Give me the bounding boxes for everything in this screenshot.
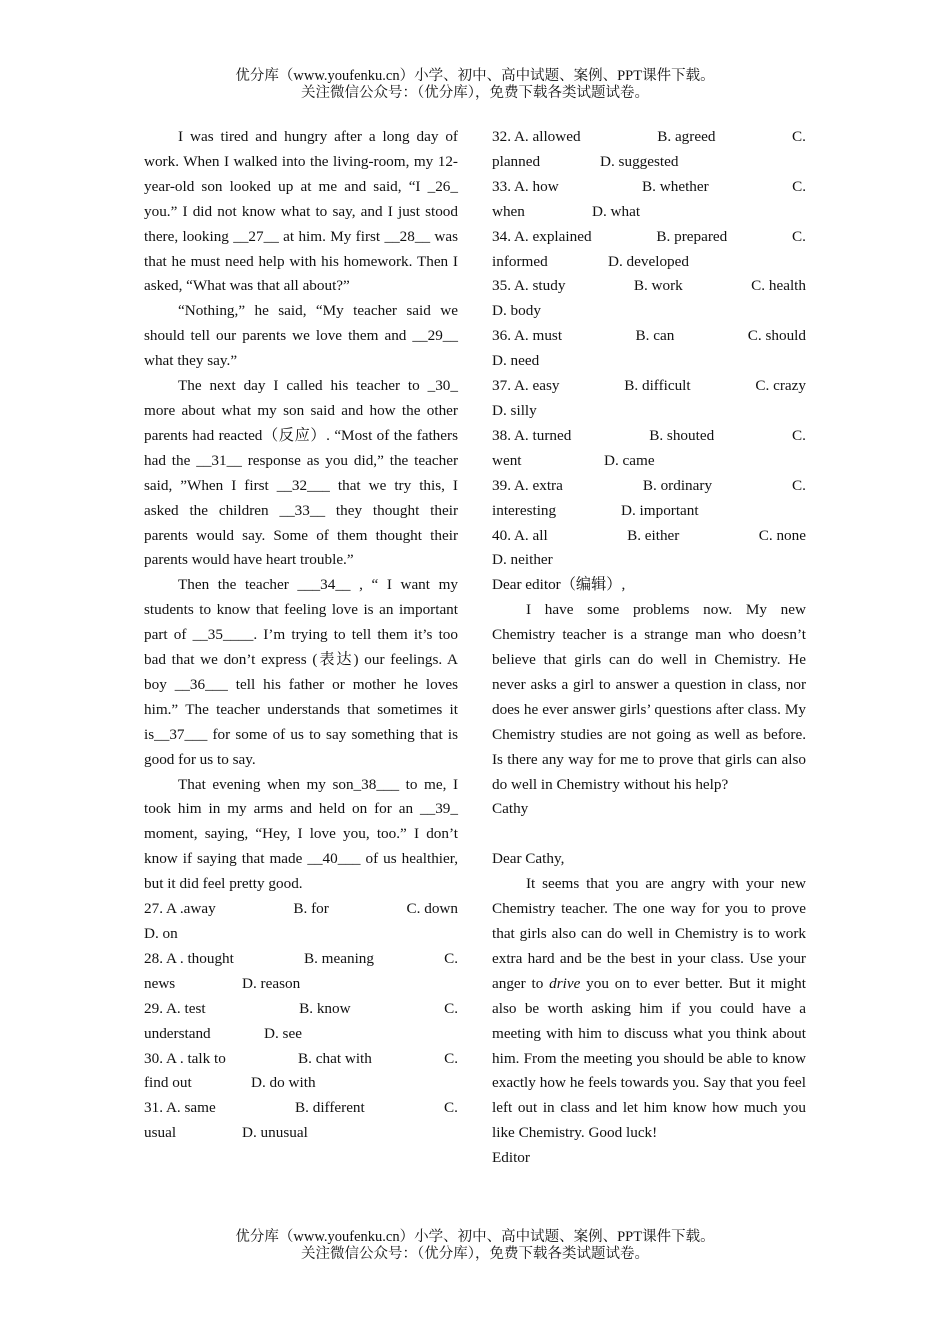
question-38-options bbox=[492, 424, 806, 474]
option-39-c: C. bbox=[792, 476, 806, 494]
question-35-options bbox=[492, 274, 806, 324]
option-32-b: B. agreed bbox=[657, 128, 716, 145]
footer-line-2: 关注微信公众号：（优分库），免费下载各类试题试卷。 bbox=[301, 1246, 649, 1262]
option-32-a: 32. A. allowed bbox=[492, 128, 581, 145]
option-28-c-text: news bbox=[144, 974, 176, 992]
option-29-c: C. bbox=[444, 999, 458, 1017]
option-38-c-text: went bbox=[492, 451, 522, 469]
option-28-c: C. bbox=[444, 949, 458, 967]
option-29-c-text: understand bbox=[144, 1024, 211, 1042]
passage-paragraph-1: I was tired and hungry after a long day of work. When I walked into the living-room, my 12-year-old son looked up at me and said, “I _26_ you.” I did not know what to say, and I just stood there, looking __27__ at him. My first __28__ was that he must need help with his homework. Then I asked, “What was that all about?” bbox=[144, 128, 458, 295]
option-31-d: D. unusual bbox=[242, 1124, 308, 1142]
header-line-2: 关注微信公众号：（优分库），免费下载各类试题试卷。 bbox=[301, 85, 649, 101]
reply-signature: Editor bbox=[492, 1149, 530, 1167]
reply-body bbox=[492, 872, 806, 1146]
header-line-1: 优分库（www.youfenku.cn）小学、初中、高中试题、案例、PPT课件下载。 bbox=[235, 68, 715, 84]
option-32-d: D. suggested bbox=[600, 152, 679, 170]
option-36-a: 36. A. must bbox=[492, 327, 563, 345]
question-27-options bbox=[144, 897, 458, 947]
option-30-c: C. bbox=[444, 1049, 458, 1067]
option-30-d: D. do with bbox=[251, 1074, 316, 1092]
option-32-c: C. bbox=[792, 128, 806, 145]
passage-paragraph-3: The next day I called his teacher to _30_ more about what my son said and how the other parents had reacted（反应）. “Most of the fathers had the __31__ response as you did,” the teacher said, ”When I first __32___ that we try this, I asked the children __33__ they thought their parents would say. Some of them thought their parents would have heart trouble.” bbox=[144, 377, 458, 569]
option-37-d: D. silly bbox=[492, 401, 537, 419]
option-31-c-text: usual bbox=[144, 1124, 177, 1142]
option-28-b: B. meaning bbox=[303, 949, 374, 967]
option-33-c-text: when bbox=[492, 202, 525, 220]
option-31-b: B. different bbox=[295, 1099, 365, 1117]
letter-signature: Cathy bbox=[492, 800, 529, 818]
option-40-d: D. neither bbox=[492, 551, 553, 569]
option-29-a: 29. A. test bbox=[144, 999, 206, 1017]
question-36-options bbox=[492, 324, 806, 374]
question-34-options bbox=[492, 225, 806, 275]
option-34-d: D. developed bbox=[608, 252, 689, 270]
option-40-c: C. none bbox=[758, 526, 806, 544]
option-35-a: 35. A. study bbox=[492, 277, 566, 295]
option-40-a: 40. A. all bbox=[492, 526, 548, 544]
blank-line bbox=[492, 822, 806, 847]
page-header bbox=[0, 68, 950, 102]
option-38-d: D. came bbox=[604, 451, 655, 469]
question-28-options bbox=[144, 947, 458, 997]
option-37-c: C. crazy bbox=[755, 377, 806, 395]
option-27-c: C. down bbox=[406, 900, 458, 918]
question-31-options bbox=[144, 1096, 458, 1146]
option-35-b: B. work bbox=[633, 277, 683, 295]
option-38-a: 38. A. turned bbox=[492, 426, 572, 444]
question-39-options bbox=[492, 474, 806, 524]
option-33-d: D. what bbox=[592, 202, 641, 220]
option-34-a: 34. A. explained bbox=[492, 227, 592, 245]
question-32-options bbox=[492, 125, 806, 175]
option-33-a: 33. A. how bbox=[492, 177, 559, 195]
letter-salutation: Dear editor（编辑）, bbox=[492, 576, 626, 594]
option-36-b: B. can bbox=[635, 327, 675, 345]
option-30-b: B. chat with bbox=[298, 1049, 372, 1067]
letter-body: I have some problems now. My new Chemistry teacher is a strange man who doesn’t believe that girls can do well in Chemistry. He never asks a girl to answer a question in class, nor does he ever answer girls’ questions after class. My Chemistry studies are not going as well as before. Is there any way for me to prove that girls can also do well in Chemistry without his help? bbox=[492, 601, 806, 793]
passage-paragraph-4: Then the teacher ___34__ , “ I want my students to know that feeling love is an important part of __35____. I’m trying to tell them it’s too bad that we don’t express (表达) our feelings. A boy __36___ tell his father or mother he loves him.” The teacher understands that sometimes it is__37___ for some of us to say something that is good for us to say. bbox=[144, 576, 458, 768]
option-39-c-text: interesting bbox=[492, 501, 557, 519]
option-38-b: B. shouted bbox=[649, 426, 715, 444]
option-35-d: D. body bbox=[492, 302, 541, 320]
option-37-a: 37. A. easy bbox=[492, 377, 560, 395]
page-footer bbox=[0, 1229, 950, 1263]
option-33-b: B. whether bbox=[642, 177, 709, 195]
option-27-b: B. for bbox=[293, 900, 329, 918]
footer-line-1: 优分库（www.youfenku.cn）小学、初中、高中试题、案例、PPT课件下载。 bbox=[235, 1229, 715, 1245]
option-27-d: D. on bbox=[144, 925, 178, 942]
passage-paragraph-5: That evening when my son_38___ to me, I took him in my arms and held on for an __39_ moment, saying, “Hey, I love you, too.” I don’t know if saying that made __40___ of us healthier, but it did feel pretty good. bbox=[144, 775, 458, 893]
option-32-c-text: planned bbox=[492, 152, 541, 170]
option-33-c: C. bbox=[792, 177, 806, 195]
option-27-a: 27. A .away bbox=[144, 900, 216, 918]
option-28-a: 28. A . thought bbox=[144, 949, 234, 967]
left-column bbox=[144, 125, 458, 1146]
option-39-a: 39. A. extra bbox=[492, 476, 563, 494]
option-34-c-text: informed bbox=[492, 252, 548, 270]
option-38-c: C. bbox=[792, 426, 806, 444]
option-36-c: C. should bbox=[747, 327, 806, 345]
option-35-c: C. health bbox=[751, 277, 806, 295]
question-40-options bbox=[492, 524, 806, 574]
option-30-a: 30. A . talk to bbox=[144, 1049, 226, 1067]
option-39-d: D. important bbox=[621, 501, 699, 519]
right-column bbox=[492, 125, 806, 1171]
option-30-c-text: find out bbox=[144, 1074, 192, 1092]
reply-salutation: Dear Cathy, bbox=[492, 850, 565, 868]
option-29-b: B. know bbox=[299, 999, 351, 1017]
option-28-d: D. reason bbox=[242, 974, 301, 992]
option-39-b: B. ordinary bbox=[642, 476, 713, 494]
option-36-d: D. need bbox=[492, 352, 540, 370]
option-40-b: B. either bbox=[627, 526, 680, 544]
option-34-c: C. bbox=[792, 227, 806, 245]
question-30-options bbox=[144, 1047, 458, 1097]
option-31-a: 31. A. same bbox=[144, 1099, 216, 1117]
option-29-d: D. see bbox=[264, 1024, 302, 1042]
option-37-b: B. difficult bbox=[624, 377, 691, 395]
option-34-b: B. prepared bbox=[656, 227, 728, 245]
reply-body-part-2: you on to ever better. But it might also be worth asking him if you could have a meeting with him to discuss what you think about him. From the meeting you should be able to know exactly how he feels towards you. Say that you feel left out in class and let him know how much you like Chemistry. Good luck! bbox=[492, 974, 806, 1142]
question-33-options bbox=[492, 175, 806, 225]
option-31-c: C. bbox=[444, 1099, 458, 1117]
reply-body-italic: drive bbox=[549, 974, 581, 992]
reply-body-part-1: It seems that you are angry with your new Chemistry teacher. The one way for you to prove that girls also can do well in Chemistry is to work extra hard and be the best in your class. Use your anger to bbox=[492, 875, 806, 992]
question-29-options bbox=[144, 997, 458, 1047]
question-37-options bbox=[492, 374, 806, 424]
passage-paragraph-2: “Nothing,” he said, “My teacher said we should tell our parents we love them and __29__ what they say.” bbox=[144, 302, 458, 370]
